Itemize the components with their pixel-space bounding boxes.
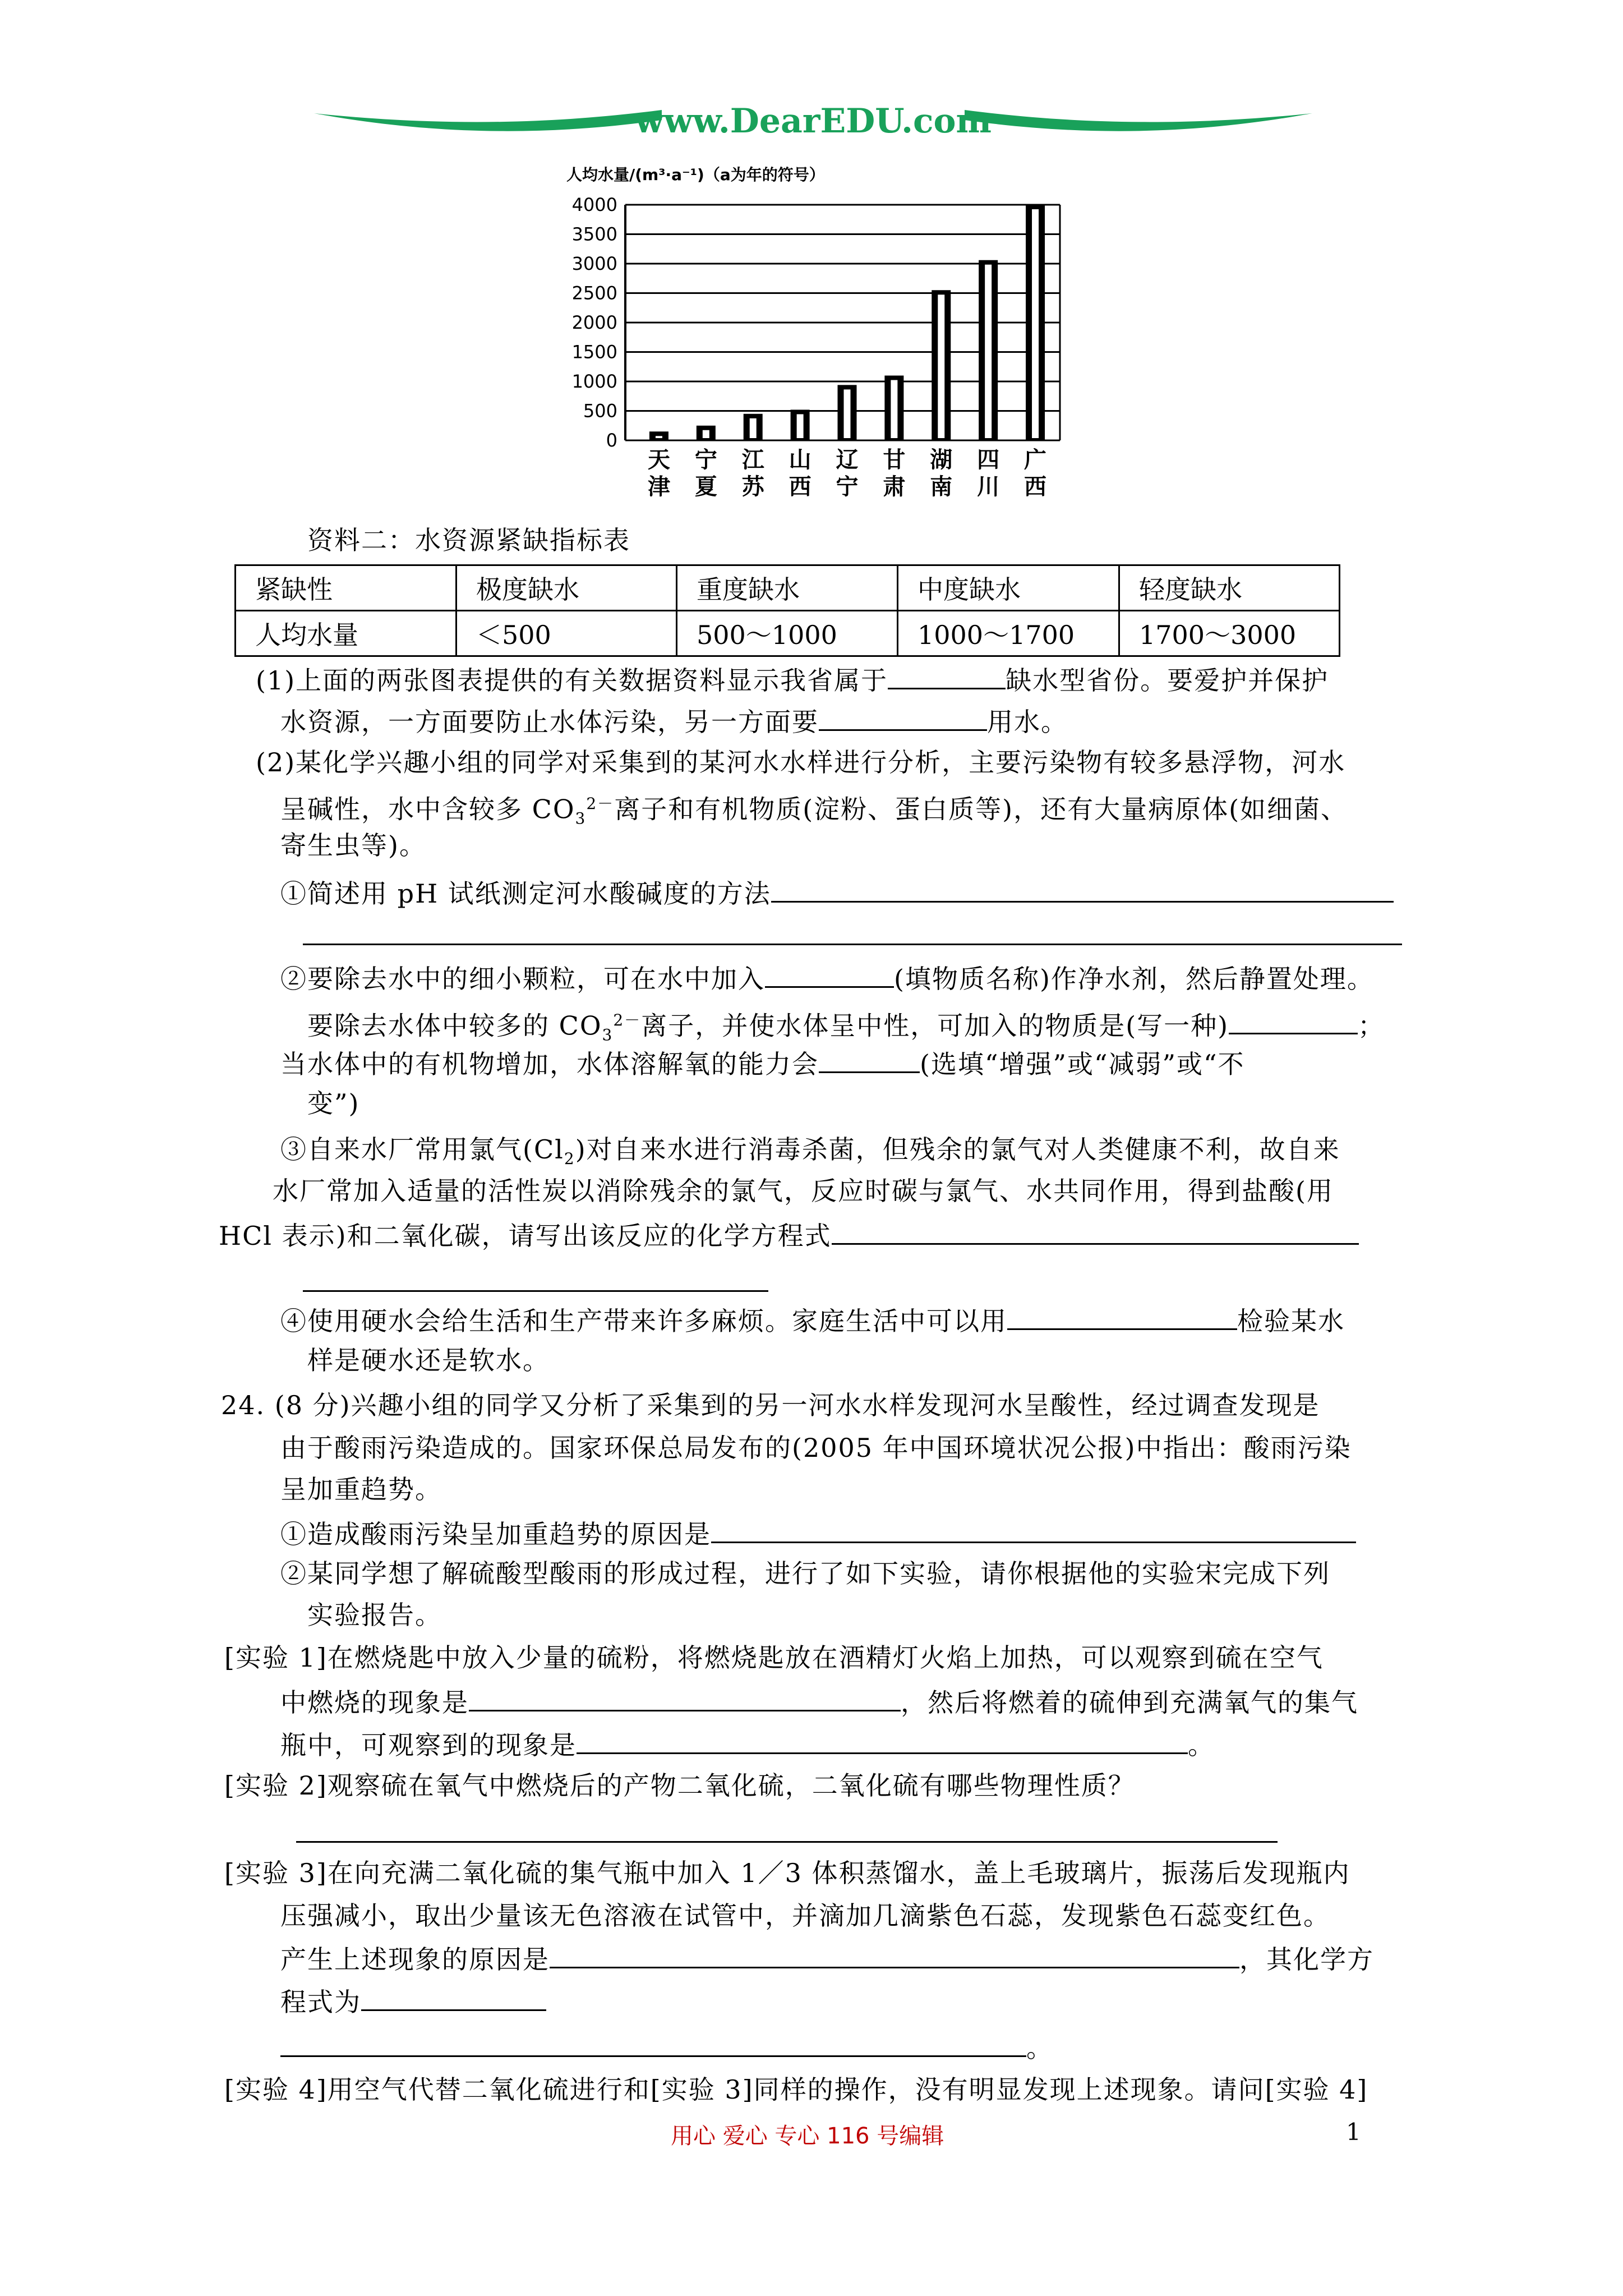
answer-blank[interactable]: [765, 960, 894, 988]
chart-y-tick-label: 4000: [571, 194, 617, 215]
page-number: 1: [1346, 2118, 1361, 2146]
q2-item-4-line-2: 样是硬水还是软水。: [307, 1345, 550, 1375]
chart-x-tick-label: 天: [647, 447, 670, 473]
exp1-line-3: 瓶中，可观察到的现象是 。: [280, 1727, 1215, 1761]
exp1-line-2: 中燃烧的现象是 ，然后将燃着的硫伸到充满氧气的集气: [280, 1684, 1358, 1719]
chart-x-tick-label: 南: [930, 474, 953, 500]
exp3-line-3: 产生上述现象的原因是 ，其化学方: [280, 1941, 1374, 1976]
answer-line[interactable]: [303, 944, 1402, 945]
q2-item-2-line-3: 当水体中的有机物增加，水体溶解氧的能力会 (选填“增强”或“减弱”或“不: [280, 1046, 1245, 1080]
q2-line-1: (2)某化学兴趣小组的同学对采集到的某河水水样进行分析，主要污染物有较多悬浮物，河水: [256, 747, 1346, 777]
chart-bar-highlight: [1032, 209, 1039, 438]
chart-x-tick-label: 四: [977, 447, 1000, 473]
exp3-line-2: 压强减小，取出少量该无色溶液在试管中，并滴加几滴紫色石蕊，发现紫色石蕊变红色。: [280, 1901, 1330, 1931]
table-cell: 1000～1700: [898, 611, 1119, 656]
answer-blank[interactable]: [469, 1684, 901, 1711]
chart-bar-highlight: [844, 389, 851, 438]
exp4-line-1: [实验 4]用空气代替二氧化硫进行和[实验 3]同样的操作，没有明显发现上述现象。请问[实验 4]: [224, 2074, 1368, 2105]
q24-item-2-line-1: ②某同学想了解硫酸型酸雨的形成过程，进行了如下实验，请你根据他的实验宋完成下列: [280, 1558, 1330, 1589]
exp3-line-4: 程式为: [280, 1984, 546, 2018]
table-cell: 1700～3000: [1119, 611, 1340, 656]
q2-item-2-line-1: ②要除去水中的细小颗粒，可在水中加入 (填物质名称)作净水剂，然后静置处理。: [280, 960, 1374, 995]
chart-y-tick-label: 2000: [571, 312, 617, 333]
chart-y-tick-label: 2500: [571, 282, 617, 304]
chart-y-tick-label: 500: [583, 400, 617, 422]
water-per-capita-chart: [555, 160, 1094, 508]
answer-blank[interactable]: [1007, 1303, 1237, 1330]
q2-item-3-line-1: ③自来水厂常用氯气$(Cl_2)$对自来水进行消毒杀菌，但残余的氯气对人类健康不利，故自来: [280, 1134, 1340, 1168]
q24-line-2: 由于酸雨污染造成的。国家环保总局发布的(2005 年中国环境状况公报)中指出：酸雨污染: [280, 1433, 1352, 1463]
answer-blank[interactable]: [361, 1984, 546, 2011]
table-header-cell: 极度缺水: [457, 565, 677, 611]
q24-item-1: ①造成酸雨污染呈加重趋势的原因是: [280, 1516, 1356, 1550]
table-cell: 500～1000: [677, 611, 898, 656]
answer-blank[interactable]: [832, 1217, 1359, 1245]
chart-y-tick-label: 0: [606, 430, 617, 451]
q2-item-1: ①简述用 pH 试纸测定河水酸碱度的方法: [280, 875, 1394, 910]
table-header-cell: 轻度缺水: [1119, 565, 1340, 611]
chart-x-tick-label: 西: [789, 474, 811, 500]
chart-x-tick-label: 山: [789, 447, 811, 473]
q2-item-2-line-4: 变”): [307, 1088, 360, 1119]
answer-blank[interactable]: [888, 662, 1006, 689]
q24-line-3: 呈加重趋势。: [280, 1474, 442, 1504]
q24-item-2-line-2: 实验报告。: [307, 1600, 442, 1630]
logo-swoosh-left: [314, 110, 662, 131]
q2-item-4-line-1: ④使用硬水会给生活和生产带来许多麻烦。家庭生活中可以用 检验某水: [280, 1303, 1345, 1337]
chart-bar-highlight: [985, 265, 992, 438]
q2-item-2-line-2: 要除去水体中较多的 $CO_3^{2-}$离子，并使水体呈中性，可加入的物质是(写一种) ；: [307, 1004, 1385, 1052]
answer-blank[interactable]: [771, 875, 1394, 903]
logo-swoosh-right: [965, 110, 1312, 131]
answer-line[interactable]: [296, 1841, 1278, 1843]
exp3-line-5: 。: [280, 2030, 1053, 2064]
chart-x-tick-label: 广: [1024, 447, 1047, 473]
chart-x-tick-label: 西: [1024, 474, 1047, 500]
q2-line-2: 呈碱性，水中含较多 $CO_3^{2-}$离子和有机物质(淀粉、蛋白质等)，还有大量病原体(如细菌、: [280, 794, 1348, 828]
q24-line-1: 24. (8 分)兴趣小组的同学又分析了采集到的另一河水水样发现河水呈酸性，经过调查发现是: [221, 1390, 1320, 1420]
chart-y-ticks: [572, 194, 617, 451]
answer-blank[interactable]: [1229, 1007, 1358, 1034]
q1-line-2: 水资源，一方面要防止水体污染，另一方面要 用水。: [280, 703, 1068, 738]
chart-x-tick-label: 宁: [694, 447, 717, 473]
header-logo: [314, 95, 1312, 157]
chart-bar-highlight: [938, 295, 944, 438]
answer-blank[interactable]: [711, 1516, 1356, 1543]
chart-y-tick-label: 1500: [571, 341, 617, 363]
footer-text: 用心 爱心 专心 116 号编辑: [671, 2123, 944, 2149]
chart-y-tick-label: 1000: [571, 371, 617, 392]
scarcity-index-table: [234, 564, 1340, 657]
chart-x-ticks: [648, 447, 1046, 500]
chart-x-tick-label: 甘: [883, 447, 906, 473]
chart-bar-highlight: [891, 380, 897, 439]
exp3-line-1: [实验 3]在向充满二氧化硫的集气瓶中加入 1／3 体积蒸馏水，盖上毛玻璃片，振荡后发现瓶内: [224, 1858, 1350, 1888]
chart-bar: [649, 431, 668, 440]
chart-x-tick-label: 湖: [930, 447, 953, 473]
table-header-cell: 紧缺性: [236, 565, 457, 611]
table-header-cell: 中度缺水: [898, 565, 1119, 611]
q2-item-3-line-2: 水厂常加入适量的活性炭以消除残余的氯气，反应时碳与氯气、水共同作用，得到盐酸(用: [273, 1176, 1334, 1206]
exp2-line-1: [实验 2]观察硫在氧气中燃烧后的产物二氧化硫，二氧化硫有哪些物理性质？: [224, 1770, 1135, 1801]
answer-blank[interactable]: [550, 1941, 1239, 1968]
chart-bar-highlight: [703, 430, 709, 438]
answer-blank[interactable]: [577, 1727, 1188, 1754]
chart-x-tick-label: 宁: [836, 474, 859, 500]
chart-bar-highlight: [750, 418, 757, 438]
chart-y-tick-label: 3000: [571, 253, 617, 274]
answer-blank[interactable]: [280, 2030, 1026, 2057]
chart-x-tick-label: 夏: [694, 474, 717, 500]
answer-blank[interactable]: [819, 703, 987, 731]
site-name: www.DearEDU.com: [634, 102, 992, 141]
material2-title: 资料二：水资源紧缺指标表: [307, 525, 630, 555]
chart-bar-highlight: [797, 414, 804, 438]
exp1-line-1: [实验 1]在燃烧匙中放入少量的硫粉，将燃烧匙放在酒精灯火焰上加热，可以观察到硫在空气: [224, 1642, 1324, 1673]
chart-bar-highlight: [656, 436, 662, 438]
answer-blank[interactable]: [819, 1046, 920, 1073]
table-header-cell: 重度缺水: [677, 565, 898, 611]
table-row: [236, 611, 1340, 656]
chart-ylabel: 人均水量/(m³·a⁻¹)（a为年的符号）: [566, 165, 825, 184]
table-header-row: [236, 565, 1340, 611]
table-cell: ＜500: [457, 611, 677, 656]
chart-y-tick-label: 3500: [571, 223, 617, 245]
chart-x-tick-label: 江: [741, 447, 764, 473]
chart-x-tick-label: 辽: [836, 447, 859, 473]
q2-item-3-line-3: HCl 表示)和二氧化碳，请写出该反应的化学方程式: [219, 1217, 1359, 1252]
chart-x-tick-label: 川: [977, 474, 1000, 500]
chart-x-tick-label: 苏: [741, 474, 764, 500]
q2-line-3: 寄生虫等)。: [280, 830, 426, 861]
chart-x-tick-label: 津: [647, 474, 670, 500]
answer-line[interactable]: [303, 1290, 768, 1292]
q1-line-1: (1)上面的两张图表提供的有关数据资料显示我省属于 缺水型省份。要爱护并保护: [256, 662, 1329, 697]
chart-x-tick-label: 肃: [883, 474, 906, 500]
table-cell: 人均水量: [236, 611, 457, 656]
